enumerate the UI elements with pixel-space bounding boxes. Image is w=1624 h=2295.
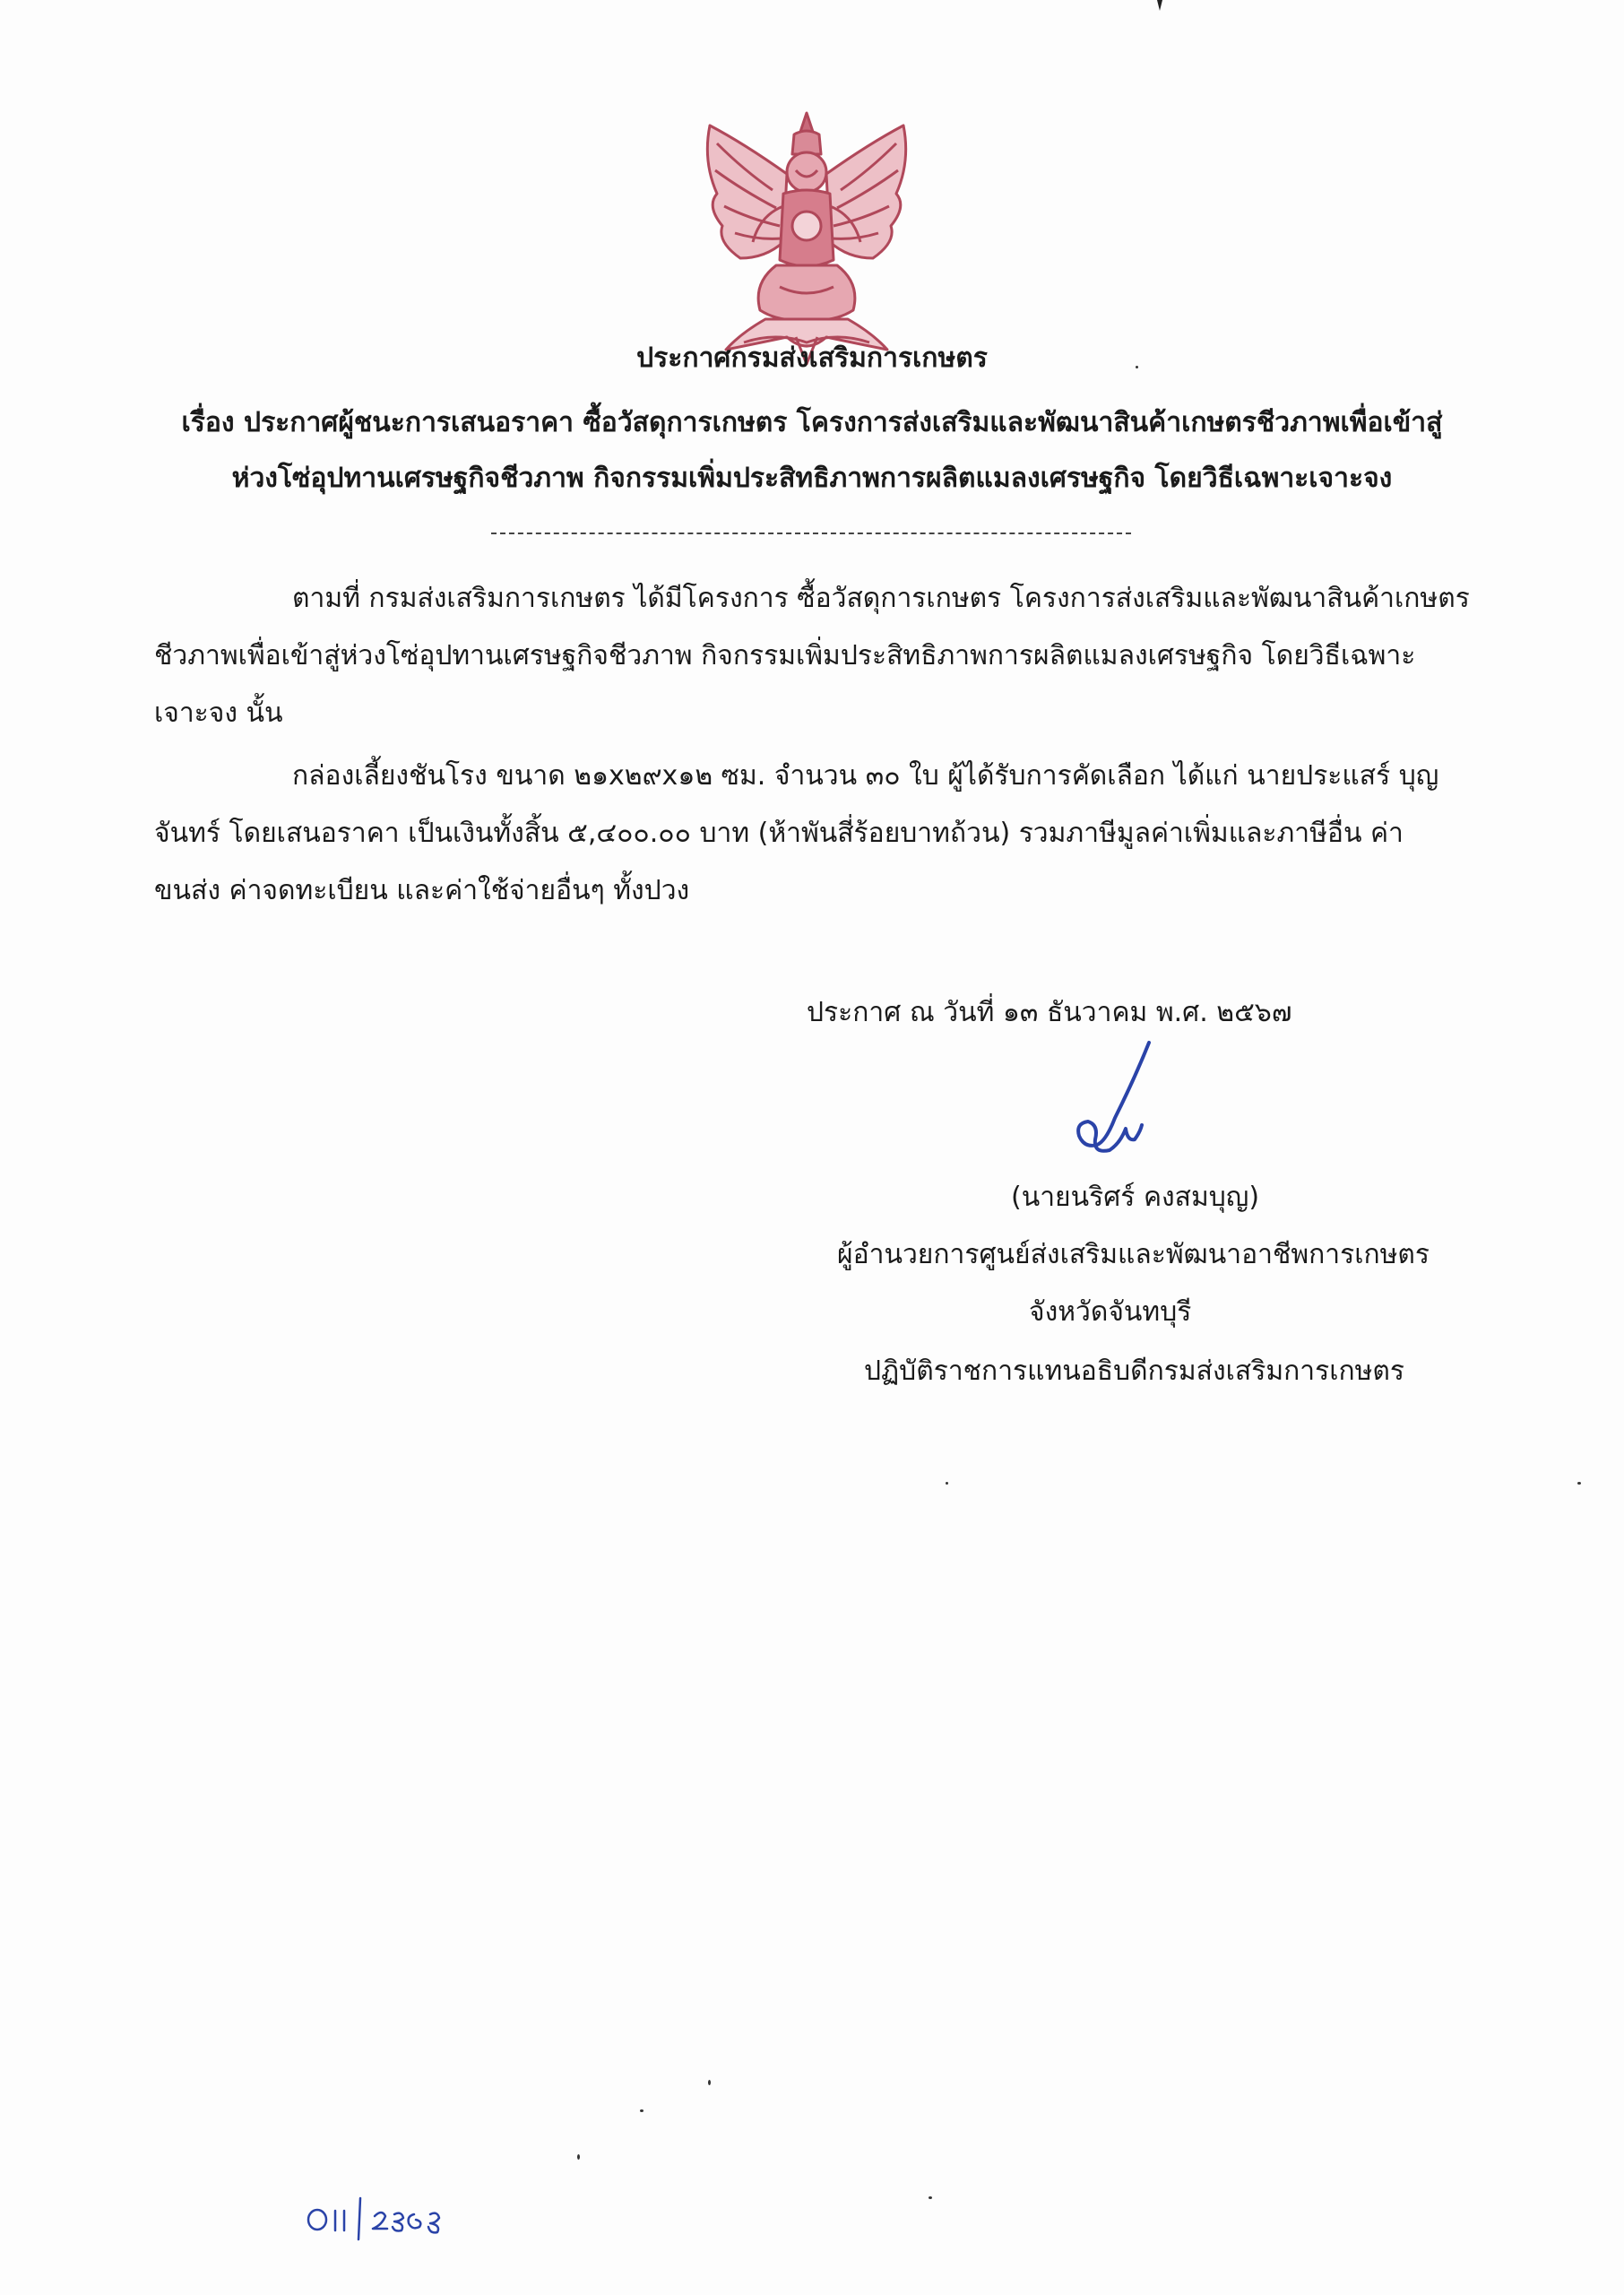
- scan-speck: [1136, 366, 1138, 368]
- paragraph-1-line-2: ชีวภาพเพื่อเข้าสู่ห่วงโซ่อุปทานเศรษฐกิจชีวภาพ กิจกรรมเพิ่มประสิทธิภาพการผลิตแมลงเศรษฐกิจ โดยวิธีเฉพาะ: [154, 640, 1416, 671]
- handwritten-reference-number: [305, 2189, 457, 2243]
- signer-acting: ปฏิบัติราชการแทนอธิบดีกรมส่งเสริมการเกษตร: [864, 1355, 1405, 1387]
- paragraph-1-line-3: เจาะจง นั้น: [154, 697, 283, 729]
- paragraph-2-line-2: จันทร์ โดยเสนอราคา เป็นเงินทั้งสิ้น ๕,๔๐๐.๐๐ บาท (ห้าพันสี่ร้อยบาทถ้วน) รวมภาษีมูลค่าเพิ่มและภาษีอื่น ค่า: [154, 818, 1404, 849]
- signer-name: (นายนริศร์ คงสมบุญ): [1011, 1182, 1260, 1213]
- paragraph-2-line-3: ขนส่ง ค่าจดทะเบียน และค่าใช้จ่ายอื่นๆ ทั้งปวง: [154, 875, 690, 906]
- handwritten-signature: [1058, 1035, 1165, 1170]
- scan-speck: [640, 2109, 644, 2112]
- paragraph-1-line-1: ตามที่ กรมส่งเสริมการเกษตร ได้มีโครงการ ซื้อวัสดุการเกษตร โครงการส่งเสริมและพัฒนาสินค้าเกษตร: [292, 583, 1470, 614]
- scan-speck: [577, 2154, 580, 2160]
- subject-line-2: ห่วงโซ่อุปทานเศรษฐกิจชีวภาพ กิจกรรมเพิ่มประสิทธิภาพการผลิตแมลงเศรษฐกิจ โดยวิธีเฉพาะเจาะจง: [231, 463, 1393, 494]
- scan-speck: [1577, 1482, 1581, 1485]
- scan-speck: [708, 2080, 711, 2085]
- subject-line-1: เรื่อง ประกาศผู้ชนะการเสนอราคา ซื้อวัสดุการเกษตร โครงการส่งเสริมและพัฒนาสินค้าเกษตรชีวภาพเพื่อเข้าสู่: [181, 407, 1443, 438]
- paragraph-2-line-1: กล่องเลี้ยงชันโรง ขนาด ๒๑x๒๙x๑๒ ซม. จำนวน ๓๐ ใบ ผู้ได้รับการคัดเลือก ได้แก่ นายประแสร์ บุญ: [292, 760, 1439, 792]
- announcement-date: ประกาศ ณ วันที่ ๑๓ ธันวาคม พ.ศ. ๒๕๖๗: [807, 997, 1292, 1028]
- scan-speck: [946, 1482, 948, 1485]
- separator-line: [491, 533, 1131, 534]
- scan-speck: [929, 2196, 932, 2199]
- signer-province: จังหวัดจันทบุรี: [1029, 1296, 1192, 1328]
- garuda-emblem-icon: [690, 108, 923, 368]
- agency-title: ประกาศกรมส่งเสริมการเกษตร: [636, 342, 988, 374]
- signer-position: ผู้อำนวยการศูนย์ส่งเสริมและพัฒนาอาชีพการเกษตร: [837, 1239, 1430, 1270]
- scan-mark: [1154, 0, 1167, 13]
